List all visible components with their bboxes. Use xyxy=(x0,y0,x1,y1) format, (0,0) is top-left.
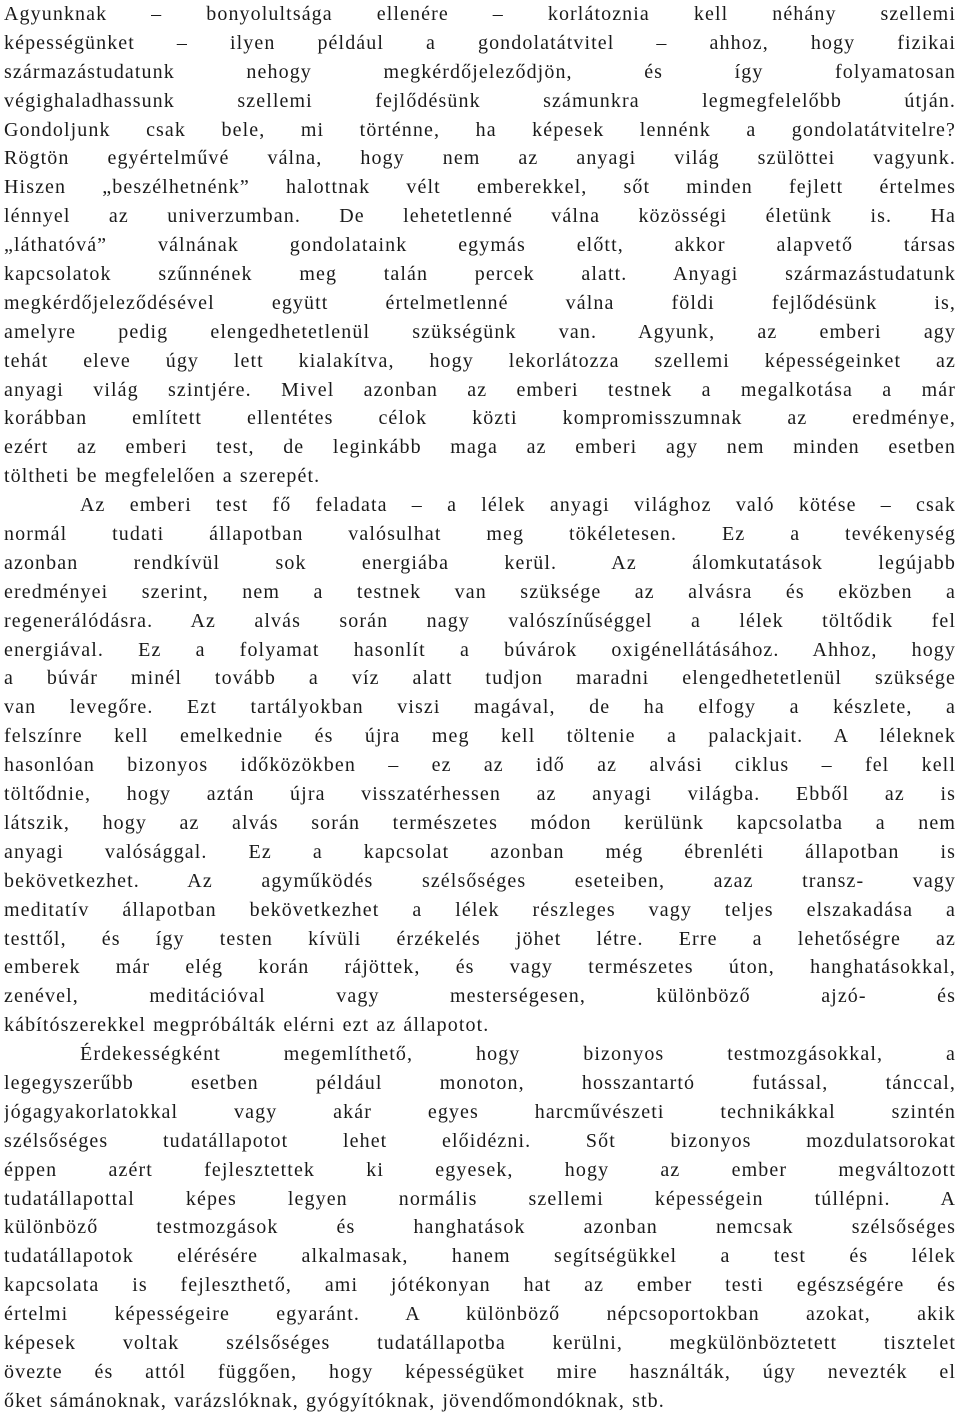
text-line: töltheti be megfelelően a szerepét. xyxy=(4,465,321,488)
text-line: Agyunknak – bonyolultsága ellenére – korlátoznia kell néhány szellemi xyxy=(4,3,956,25)
text-line: övezte és attól függően, hogy képességüket mire használták, úgy nevezték el xyxy=(4,1360,956,1383)
text-line: jógagyakorlatokkal vagy akár egyes harcművészeti technikákkal szintén xyxy=(4,1100,956,1123)
text-line: tudatállapottal képes legyen normális szellemi képességein túllépni. A xyxy=(4,1187,956,1210)
text-line: regenerálódásra. Az alvás során nagy valószínűséggel a lélek töltődik fel xyxy=(4,609,956,632)
text-line: Érdekességként megemlíthető, hogy bizonyos testmozgásokkal, a xyxy=(80,1043,956,1066)
text-line: energiával. Ez a folyamat hasonlít a búvárok oxigénellátásához. Ahhoz, hogy xyxy=(4,638,956,661)
text-line: kábítószerekkel megpróbálták elérni ezt az állapotot. xyxy=(4,1014,490,1037)
text-line: Rögtön egyértelművé válna, hogy nem az anyagi világ szülöttei vagyunk. xyxy=(4,147,956,170)
text-line: felszínre kell emelkednie és újra meg kell töltenie a palackjait. A léleknek xyxy=(4,725,956,748)
text-line: őket sámánoknak, varázslóknak, gyógyítóknak, jövendőmondóknak, stb. xyxy=(4,1389,665,1412)
text-line: látszik, hogy az alvás során természetes módon kerülünk kapcsolatba a nem xyxy=(4,811,956,834)
text-line: kapcsolata is fejleszthető, ami jótékonyan hat az ember testi egészségére és xyxy=(4,1274,956,1297)
paragraph xyxy=(4,0,956,491)
text-line: Hiszen „beszélhetnénk” halottnak vélt emberekkel, sőt minden fejlett értelmes xyxy=(4,176,956,199)
paragraph xyxy=(4,1040,956,1416)
text-line: bekövetkezhet. Az agyműködés szélsőséges eseteiben, azaz transz- vagy xyxy=(4,869,956,892)
text-line: Az emberi test fő feladata – a lélek anyagi világhoz való kötése – csak xyxy=(80,494,956,517)
text-line: eredményei szerint, nem a testnek van szüksége az alvásra és eközben a xyxy=(4,580,956,603)
text-line: van levegőre. Ezt tartályokban viszi magával, de ha elfogy a készlete, a xyxy=(4,696,956,719)
text-line: meditatív állapotban bekövetkezhet a lélek részleges vagy teljes elszakadása a xyxy=(4,898,956,921)
text-line: lénnyel az univerzumban. De lehetetlenné válna közösségi életünk is. Ha xyxy=(4,205,956,228)
paragraph xyxy=(4,491,956,1040)
text-line: származástudatunk nehogy megkérdőjeleződjön, és így folyamatosan xyxy=(4,60,956,83)
text-line: testtől, és így testen kívüli érzékelés jöhet létre. Erre a lehetőségre az xyxy=(4,927,956,950)
text-line: hasonlóan bizonyos időközökben – ez az idő az alvási ciklus – fel kell xyxy=(4,754,956,777)
text-line: a búvár minél tovább a víz alatt tudjon maradni elengedhetetlenül szüksége xyxy=(4,667,956,690)
text-line: megkérdőjeleződésével együtt értelmetlenné válna földi fejlődésünk is, xyxy=(4,291,956,314)
text-line: legegyszerűbb esetben például monoton, hosszantartó futással, tánccal, xyxy=(4,1071,956,1094)
text-line: kapcsolatok szűnnének meg talán percek alatt. Anyagi származástudatunk xyxy=(4,263,956,286)
text-line: azonban rendkívül sok energiába kerül. Az álomkutatások legújabb xyxy=(4,551,956,574)
text-line: végighaladhassunk szellemi fejlődésünk számunkra legmegfelelőbb útján. xyxy=(4,89,956,112)
text-line: tehát eleve úgy lett kialakítva, hogy lekorlátozza szellemi képességeinket az xyxy=(4,349,956,372)
text-line: képesek voltak szélsőséges tudatállapotba kerülni, megkülönböztetett tisztelet xyxy=(4,1331,956,1354)
text-line: zenével, meditációval vagy mesterségesen, különböző ajzó- és xyxy=(4,985,956,1008)
text-line: tudatállapotok elérésére alkalmasak, hanem segítségükkel a test és lélek xyxy=(4,1245,956,1268)
text-line: ezért az emberi test, de leginkább maga az emberi agy nem minden esetben xyxy=(4,436,956,459)
text-line: korábban említett ellentétes célok közti kompromisszumnak az eredménye, xyxy=(4,407,956,430)
text-line: anyagi valósággal. Ez a kapcsolat azonban még ébrenléti állapotban is xyxy=(4,840,956,863)
text-line: Gondoljunk csak bele, mi történne, ha képesek lennénk a gondolatátvitelre? xyxy=(4,118,956,141)
text-line: anyagi világ szintjére. Mivel azonban az emberi testnek a megalkotása a már xyxy=(4,378,956,401)
text-line: értelmi képességeire egyaránt. A különböző népcsoportokban azokat, akik xyxy=(4,1303,956,1326)
text-line: normál tudati állapotban valósulhat meg tökéletesen. Ez a tevékenység xyxy=(4,523,956,546)
text-line: képességünket – ilyen például a gondolatátvitel – ahhoz, hogy fizikai xyxy=(4,31,956,54)
text-line: szélsőséges tudatállapotot lehet előidézni. Sőt bizonyos mozdulatsorokat xyxy=(4,1129,956,1152)
text-line: amelyre pedig elengedhetetlenül szükségünk van. Agyunk, az emberi agy xyxy=(4,320,956,343)
text-line: különböző testmozgások és hanghatások azonban nemcsak szélsőséges xyxy=(4,1216,956,1239)
text-line: „láthatóvá” válnának gondolataink egymás előtt, akkor alapvető társas xyxy=(4,234,956,257)
text-line: emberek már elég korán rájöttek, és vagy természetes úton, hanghatásokkal, xyxy=(4,956,956,979)
text-line: éppen azért fejlesztettek ki egyesek, hogy az ember megváltozott xyxy=(4,1158,956,1181)
text-line: töltődnie, hogy aztán újra visszatérhessen az anyagi világba. Ebből az is xyxy=(4,783,956,806)
